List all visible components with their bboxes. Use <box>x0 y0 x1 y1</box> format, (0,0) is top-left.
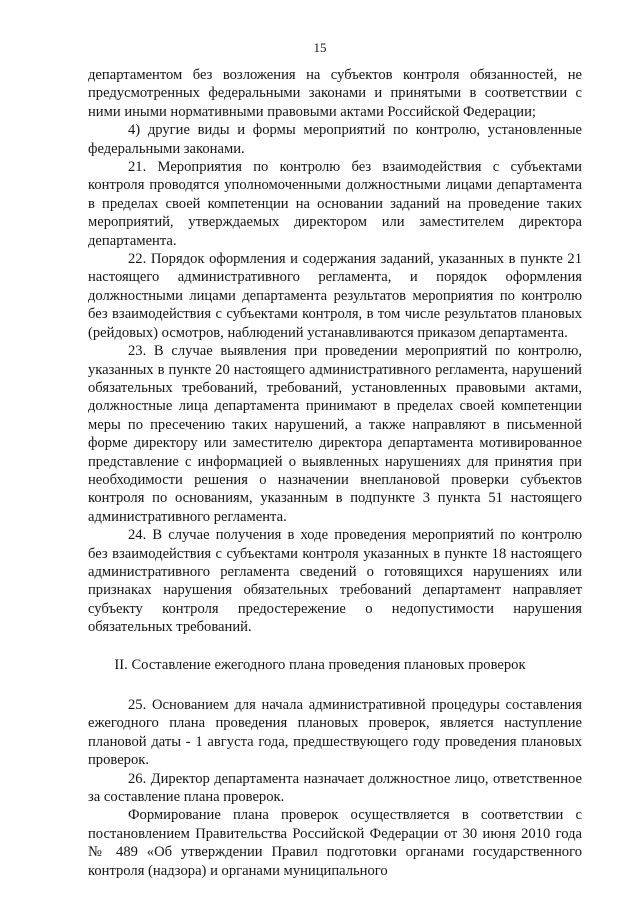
paragraph-22: 22. Порядок оформления и содержания заданий, указанных в пункте 21 настоящего административного регламента, и порядок оформления должностными лицами департамента результатов мероприятия по контролю без взаимодействия с субъектами контроля, в том числе результатов плановых (рейдовых) осмотров, наблюдений устанавливаются приказом департамента. <box>88 251 582 341</box>
page-number: 15 <box>313 40 327 55</box>
upper-body-text <box>88 66 582 637</box>
paragraph-26: 26. Директор департамента назначает должностное лицо, ответственное за составление плана проверок. <box>88 770 582 806</box>
paragraph-continuation: департаментом без возложения на субъектов контроля обязанностей, не предусмотренных федеральными законами и принятыми в соответствии с ними иными нормативными правовыми актами Российской Федерации; <box>88 67 582 120</box>
paragraph-23: 23. В случае выявления при проведении мероприятий по контролю, указанных в пункте 20 настоящего административного регламента, нарушений обязательных требований, требований, установленных правовыми актами, должностные лица департамента принимают в пределах своей компетенции меры по пресечению таких нарушений, а также направляют в письменной форме директору или заместителю директора департамента мотивированное представление с информацией о выявленных нарушениях для принятия при необходимости решения о назначении внеплановой проверки субъектов контроля по основаниям, указанным в подпункте 3 пункта 51 настоящего административного регламента. <box>88 343 582 525</box>
paragraph-plan-formation: Формирование плана проверок осуществляется в соответствии с постановлением Правительства Российской Федерации от 30 июня 2010 года № 489 «Об утверждении Правил подготовки органами государственного контроля (надзора) и органами муниципального <box>88 807 582 879</box>
paragraph-25: 25. Основанием для начала административной процедуры составления ежегодного плана проведения плановых проверок, является наступление плановой даты - 1 августа года, предшествующего году проведения плановых проверок. <box>88 697 582 769</box>
lower-body-text <box>88 696 582 880</box>
section-heading: II. Составление ежегодного плана проведения плановых проверок <box>114 657 526 673</box>
paragraph-item-4: 4) другие виды и формы мероприятий по контролю, установленные федеральными законами. <box>88 122 582 157</box>
paragraph-21: 21. Мероприятия по контролю без взаимодействия с субъектами контроля проводятся уполномоченными должностными лицами департамента в пределах своей компетенции на основании заданий на проведение таких мероприятий, утверждаемых директором или заместителем директора департамента. <box>88 159 582 249</box>
paragraph-24: 24. В случае получения в ходе проведения мероприятий по контролю без взаимодействия с субъектами контроля указанных в пункте 18 настоящего административного регламента сведений о готовящихся нарушениях или признаках нарушения обязательных требований департамент направляет субъекту контроля предостережение о недопустимости нарушения обязательных требований. <box>88 527 582 636</box>
